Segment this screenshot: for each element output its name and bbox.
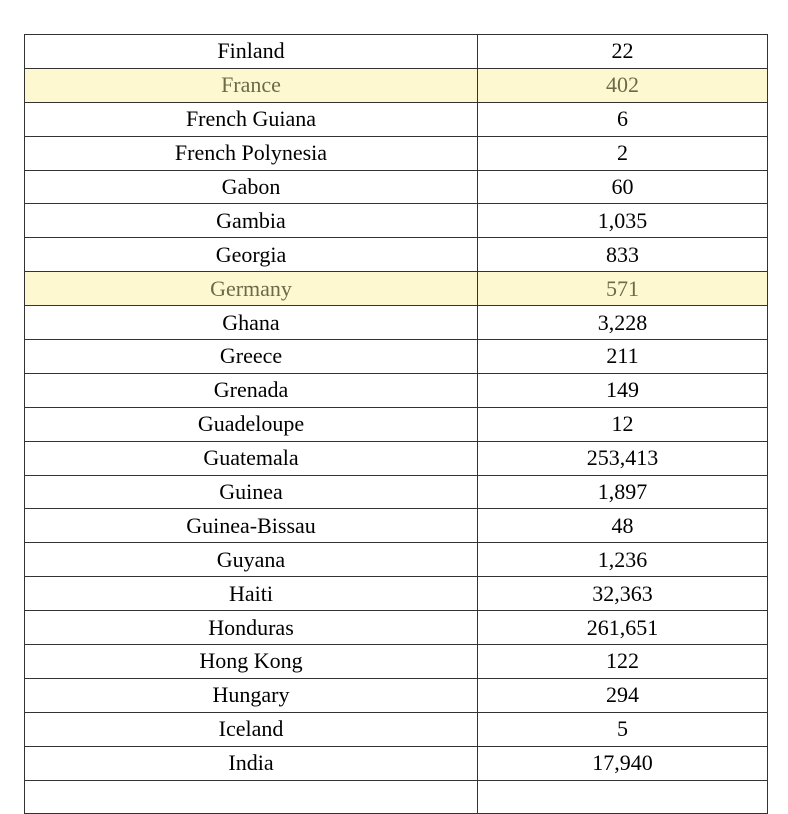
- country-cell: [25, 780, 478, 814]
- value-cell: 1,035: [478, 204, 768, 238]
- country-cell: India: [25, 746, 478, 780]
- country-cell: Grenada: [25, 373, 478, 407]
- country-cell: Greece: [25, 340, 478, 374]
- country-cell: Hungary: [25, 678, 478, 712]
- value-cell: 122: [478, 645, 768, 679]
- value-cell: 294: [478, 678, 768, 712]
- table-row: [25, 373, 768, 407]
- table-row: [25, 68, 768, 102]
- table-row: [25, 35, 768, 69]
- value-cell: 32,363: [478, 577, 768, 611]
- table-row: [25, 340, 768, 374]
- value-cell: 253,413: [478, 441, 768, 475]
- table-row: [25, 577, 768, 611]
- country-cell: French Guiana: [25, 102, 478, 136]
- country-cell: Guatemala: [25, 441, 478, 475]
- table-row: [25, 645, 768, 679]
- table-row: [25, 712, 768, 746]
- table-row: [25, 441, 768, 475]
- country-cell: Iceland: [25, 712, 478, 746]
- country-cell: France: [25, 68, 478, 102]
- value-cell: 5: [478, 712, 768, 746]
- table-row: [25, 238, 768, 272]
- table-row: [25, 407, 768, 441]
- table-row: [25, 102, 768, 136]
- value-cell: 1,236: [478, 543, 768, 577]
- country-cell: French Polynesia: [25, 136, 478, 170]
- country-value-table: [24, 34, 768, 814]
- table-row: [25, 170, 768, 204]
- value-cell: 3,228: [478, 306, 768, 340]
- data-table-container: [24, 34, 767, 814]
- value-cell: 6: [478, 102, 768, 136]
- value-cell: 211: [478, 340, 768, 374]
- country-cell: Hong Kong: [25, 645, 478, 679]
- table-row: [25, 136, 768, 170]
- country-cell: Germany: [25, 272, 478, 306]
- table-row: [25, 543, 768, 577]
- value-cell: 261,651: [478, 611, 768, 645]
- table-row: [25, 272, 768, 306]
- country-cell: Guinea-Bissau: [25, 509, 478, 543]
- table-body: [25, 35, 768, 814]
- table-row: [25, 509, 768, 543]
- value-cell: 833: [478, 238, 768, 272]
- country-cell: Finland: [25, 35, 478, 69]
- value-cell: 402: [478, 68, 768, 102]
- country-cell: Ghana: [25, 306, 478, 340]
- country-cell: Georgia: [25, 238, 478, 272]
- table-row: [25, 746, 768, 780]
- table-row: [25, 678, 768, 712]
- value-cell: 12: [478, 407, 768, 441]
- table-row: [25, 780, 768, 814]
- value-cell: [478, 780, 768, 814]
- table-row: [25, 204, 768, 238]
- value-cell: 48: [478, 509, 768, 543]
- table-row: [25, 475, 768, 509]
- value-cell: 571: [478, 272, 768, 306]
- table-row: [25, 611, 768, 645]
- value-cell: 17,940: [478, 746, 768, 780]
- value-cell: 149: [478, 373, 768, 407]
- value-cell: 2: [478, 136, 768, 170]
- value-cell: 1,897: [478, 475, 768, 509]
- table-row: [25, 306, 768, 340]
- value-cell: 22: [478, 35, 768, 69]
- country-cell: Guyana: [25, 543, 478, 577]
- country-cell: Gambia: [25, 204, 478, 238]
- country-cell: Guinea: [25, 475, 478, 509]
- country-cell: Honduras: [25, 611, 478, 645]
- country-cell: Guadeloupe: [25, 407, 478, 441]
- value-cell: 60: [478, 170, 768, 204]
- country-cell: Haiti: [25, 577, 478, 611]
- country-cell: Gabon: [25, 170, 478, 204]
